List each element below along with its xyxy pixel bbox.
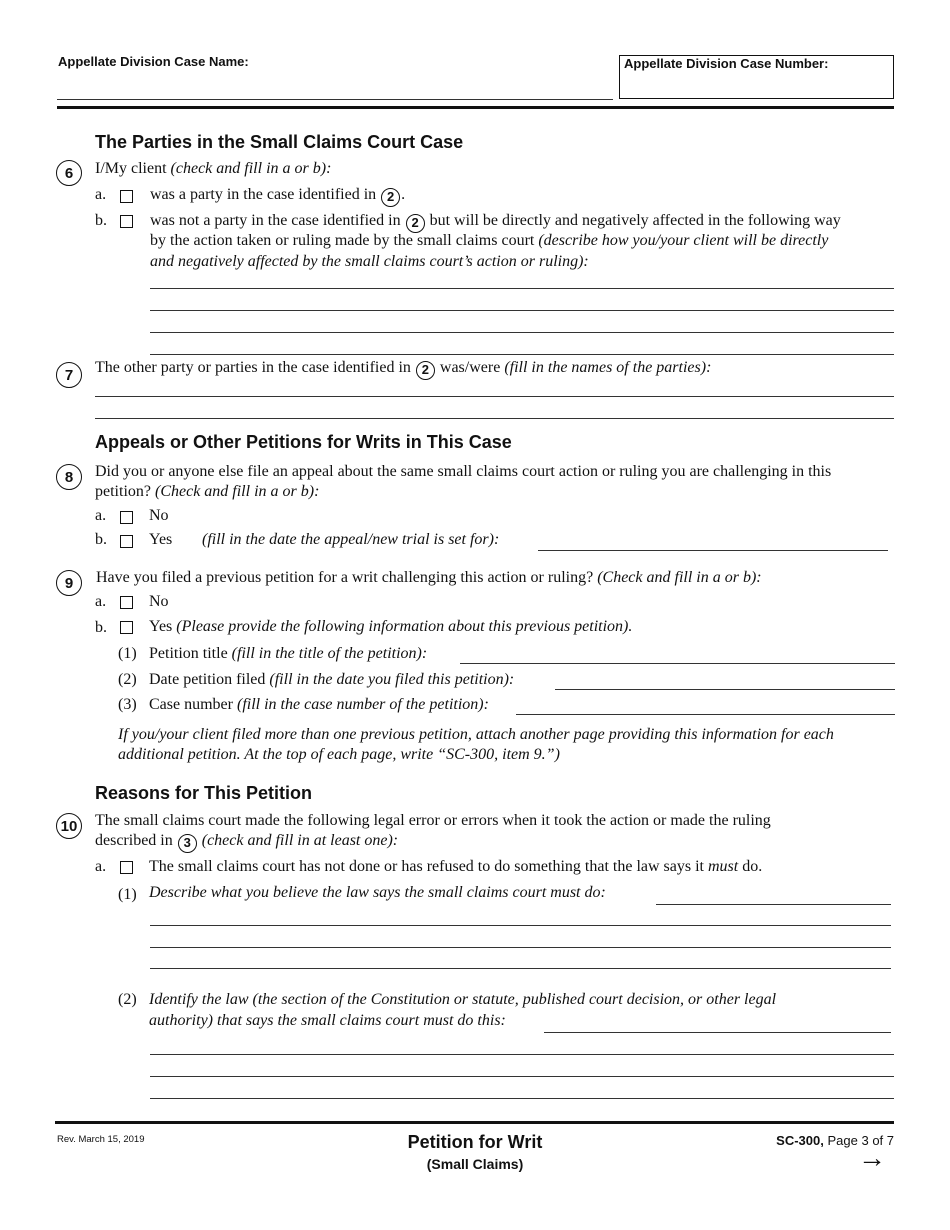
item-9b-sub2-number: (2) [118,671,137,688]
item-ref-2: 2 [406,214,425,233]
item-10a-sub2-answer-line[interactable] [150,1076,894,1077]
item-8a-checkbox[interactable] [120,511,133,524]
item-9a-letter: a. [95,593,107,610]
item-8-number: 8 [56,464,82,490]
item-10a-sub2-answer-line[interactable] [150,1054,894,1055]
item-10-line1: The small claims court made the following legal error or errors when it took the action or made the ruling [95,812,771,829]
item-6b-line1: was not a party in the case identified in 2 but will be directly and negatively affected in the following way [150,211,841,233]
item-9-number: 9 [56,570,82,596]
item-10a-sub1-number: (1) [118,886,137,903]
item-8a-text: No [149,507,169,524]
item-10a-sub2-line2: authority) that says the small claims court must do this: [149,1012,506,1029]
item-8a-letter: a. [95,507,107,524]
item-9b-sub1-label: Petition title (fill in the title of the petition): [149,645,428,662]
item-10a-sub2-line1: Identify the law (the section of the Constitution or statute, published court decision, or other legal [149,991,777,1008]
item-ref-2: 2 [416,361,435,380]
form-subtitle: (Small Claims) [426,1156,524,1172]
footer-divider [55,1121,894,1124]
header-divider [57,106,894,109]
date-petition-filed-field[interactable] [555,689,895,690]
item-8b-date-field[interactable] [538,550,888,551]
item-8b-letter: b. [95,531,107,548]
item-10-line2: described in 3 (check and fill in at least one): [95,831,398,853]
item-10a-sub1-answer-line[interactable] [150,947,891,948]
item-9b-text: Yes (Please provide the following information about this previous petition). [149,618,633,635]
revision-date: Rev. March 15, 2019 [57,1134,145,1145]
item-9b-checkbox[interactable] [120,621,133,634]
item-9b-sub3-number: (3) [118,696,137,713]
case-name-label: Appellate Division Case Name: [58,54,249,69]
item-9a-text: No [149,593,169,610]
item-6b-checkbox[interactable] [120,215,133,228]
item-8b-text: Yes [149,531,173,548]
item-6a-letter: a. [95,186,107,203]
item-9a-checkbox[interactable] [120,596,133,609]
item-6b-letter: b. [95,212,107,229]
item-9-note-line2: additional petition. At the top of each page, write “SC-300, item 9.”) [118,746,560,763]
item-6a-checkbox[interactable] [120,190,133,203]
item-6a-text: was a party in the case identified in 2 . [150,185,405,207]
page-number: Page 3 of 7 [827,1133,894,1148]
case-number-box[interactable] [619,55,894,99]
item-6-intro: I/My client (check and fill in a or b): [95,160,332,177]
item-10a-sub1-text: Describe what you believe the law says the small claims court must do: [149,884,606,901]
item-8-line2: petition? (Check and fill in a or b): [95,483,320,500]
item-6b-line3: and negatively affected by the small claims court’s action or ruling): [150,253,589,270]
section-heading-appeals: Appeals or Other Petitions for Writs in This Case [95,432,512,452]
item-6b-answer-line[interactable] [150,354,894,355]
form-id: SC-300, [776,1133,824,1148]
item-10-number: 10 [56,813,82,839]
form-title: Petition for Writ [407,1132,543,1152]
item-10a-sub2-answer-line[interactable] [150,1098,894,1099]
item-6-number: 6 [56,160,82,186]
item-9-text: Have you filed a previous petition for a writ challenging this action or ruling? (Check and fill in a or b): [96,569,762,586]
item-7-answer-line[interactable] [95,418,894,419]
petition-title-field[interactable] [460,663,895,664]
item-10a-sub1-answer-line[interactable] [150,968,891,969]
item-6b-answer-line[interactable] [150,332,894,333]
item-6b-answer-line[interactable] [150,288,894,289]
item-10a-checkbox[interactable] [120,861,133,874]
item-9b-sub2-label: Date petition filed (fill in the date you filed this petition): [149,671,515,688]
item-7-number: 7 [56,362,82,388]
item-6b-answer-line[interactable] [150,310,894,311]
item-8b-checkbox[interactable] [120,535,133,548]
item-10a-letter: a. [95,858,107,875]
item-9b-sub3-label: Case number (fill in the case number of the petition): [149,696,489,713]
item-9-note-line1: If you/your client filed more than one previous petition, attach another page providing this information for each [118,726,834,743]
section-heading-reasons: Reasons for This Petition [95,783,313,803]
item-10a-text: The small claims court has not done or has refused to do something that the law says it must do. [149,858,763,875]
item-10a-sub2-number: (2) [118,991,137,1008]
case-name-field[interactable] [57,99,613,100]
item-7-answer-line[interactable] [95,396,894,397]
item-8b-hint: (fill in the date the appeal/new trial is set for): [202,531,500,548]
item-8-line1: Did you or anyone else file an appeal about the same small claims court action or ruling you are challenging in this [95,463,832,480]
item-10a-sub1-answer-line[interactable] [150,925,891,926]
item-7-text: The other party or parties in the case identified in 2 was/were (fill in the names of the parties): [95,358,711,380]
item-6b-line2: by the action taken or ruling made by the small claims court (describe how you/your client will be directly [150,232,829,249]
item-10a-sub1-answer-line[interactable] [656,904,891,905]
case-number-label: Appellate Division Case Number: [624,56,829,71]
item-9b-sub1-number: (1) [118,645,137,662]
item-10a-sub2-answer-line[interactable] [544,1032,891,1033]
next-page-arrow-icon: → [858,1142,886,1173]
section-heading-parties: The Parties in the Small Claims Court Case [95,132,464,152]
item-9b-letter: b. [95,619,107,636]
item-ref-2: 2 [381,188,400,207]
item-ref-3: 3 [178,834,197,853]
case-number-field[interactable] [516,714,895,715]
